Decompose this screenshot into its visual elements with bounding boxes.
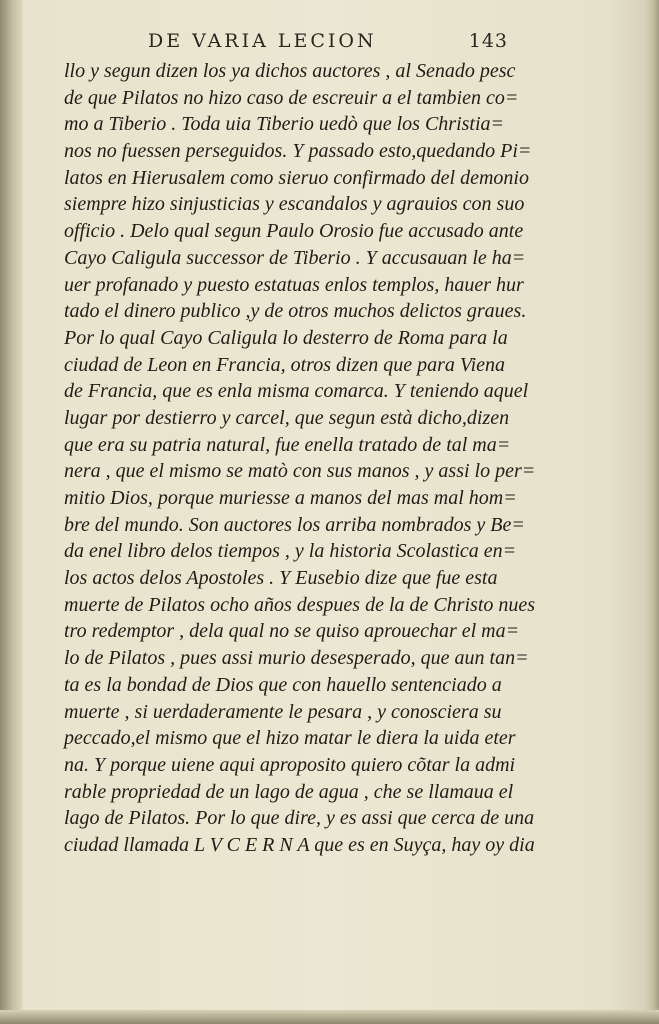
text-line: na. Y porque uiene aqui aproposito quiero cõtar la admi [64,753,516,776]
text-line: bre del mundo. Son auctores los arriba nombrados y Be= [64,513,525,536]
page-fore-edge [645,0,659,1024]
text-line: da enel libro delos tiempos , y la historia Scolastica en= [64,540,517,563]
text-line: que era su patria natural, fue enella tratado de tal ma= [64,433,511,456]
text-line: siempre hizo sinjusticias y escandalos y agrauios con suo [64,193,525,216]
page-number: 143 [468,30,508,52]
text-line: los actos delos Apostoles . Y Eusebio dize que fue esta [64,567,498,590]
text-line: de Francia, que es enla misma comarca. Y teniendo aquel [64,380,529,403]
page-bottom-edge [0,1010,659,1024]
body-text [64,58,544,859]
page-header [148,28,508,60]
text-line: lo de Pilatos , pues assi murio desesperado, que aun tan= [64,647,529,670]
text-line: latos en Hierusalem como sieruo confirmado del demonio [64,166,529,189]
text-line: mo a Tiberio . Toda uia Tiberio uedò que los Christia= [64,113,505,136]
text-line: llo y segun dizen los ya dichos auctores , al Senado pesc [64,60,516,82]
text-line: ciudad llamada L V C E R N A que es en Suyça, hay oy dia [64,833,535,856]
running-title: DE VARIA LECION [148,30,377,52]
text-line: officio . Delo qual segun Paulo Orosio fue accusado ante [64,220,524,243]
text-line: ciudad de Leon en Francia, otros dizen que para Viena [64,353,506,376]
text-line: ta es la bondad de Dios que con hauello sentenciado a [64,673,502,696]
text-line: mitio Dios, porque muriesse a manos del mas mal hom= [64,487,517,509]
text-line: lugar por destierro y carcel, que segun està dicho,dizen [64,406,510,429]
text-line: rable propriedad de un lago de agua , che se llamaua el [64,780,514,803]
text-line: tro redemptor , dela qual no se quiso aprouechar el ma= [64,620,520,643]
text-line: nera , que el mismo se matò con sus manos , y assi lo per= [64,460,536,483]
text-line: uer profanado y puesto estatuas enlos templos, hauer hur [64,273,524,296]
text-line: tado el dinero publico ,y de otros muchos delictos graues. [64,300,527,323]
text-line: lago de Pilatos. Por lo que dire, y es assi que cerca de una [64,807,535,830]
text-line: peccado,el mismo que el hizo matar le diera la uida eter [64,727,516,750]
text-line: muerte de Pilatos ocho años despues de la de Christo nues [64,593,536,616]
text-line: nos no fuessen perseguidos. Y passado esto,quedando Pi= [64,140,532,163]
text-line: Por lo qual Cayo Caligula lo desterro de Roma para la [64,326,508,349]
text-line: de que Pilatos no hizo caso de escreuir a el tambien co= [64,86,519,109]
text-line: muerte , si uerdaderamente le pesara , y conosciera su [64,700,502,723]
text-line: Cayo Caligula successor de Tiberio . Y accusauan le ha= [64,246,526,269]
page-gutter [0,0,22,1024]
